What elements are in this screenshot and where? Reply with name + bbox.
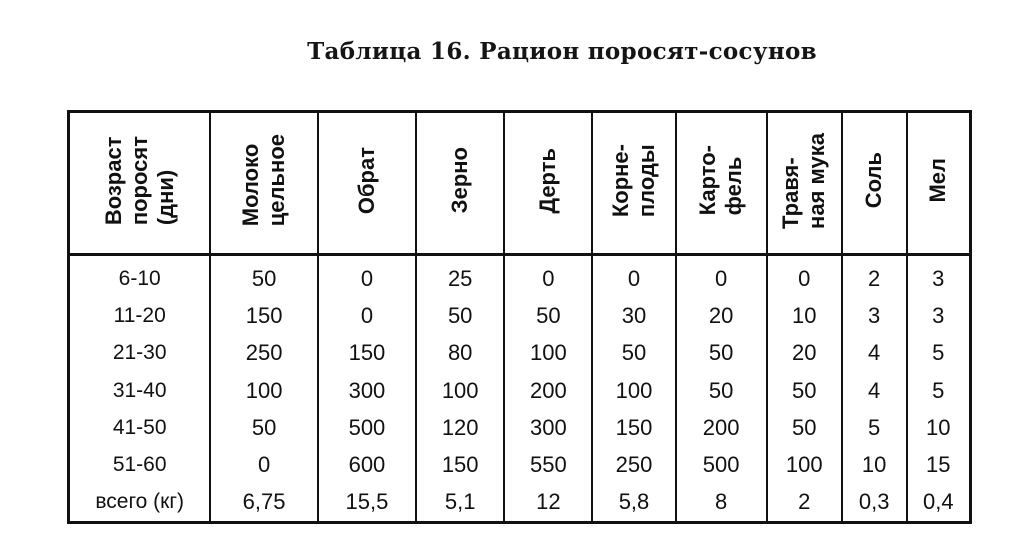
table-cell: 20: [676, 297, 767, 334]
table-cell: 300: [318, 372, 416, 409]
table-cell: 6,75: [210, 484, 317, 523]
table-cell: 500: [676, 446, 767, 483]
table-cell: 300: [504, 409, 592, 446]
table-cell: 0: [318, 255, 416, 298]
table-cell: 25: [416, 255, 504, 298]
table-cell: 50: [416, 297, 504, 334]
table-cell: 12: [504, 484, 592, 523]
table-cell: 150: [318, 335, 416, 372]
table-cell: 5: [907, 335, 971, 372]
column-header: [69, 112, 211, 255]
table-cell: 200: [676, 409, 767, 446]
table-cell: 250: [210, 335, 317, 372]
column-header: [210, 112, 317, 255]
column-header-label: Карто- фель: [695, 145, 747, 216]
column-header-label: Корне- плоды: [607, 143, 659, 218]
table-cell: 0: [504, 255, 592, 298]
table-cell: 10: [907, 409, 971, 446]
table-cell: 4: [842, 372, 907, 409]
table-cell: 5: [907, 372, 971, 409]
column-header: [907, 112, 971, 255]
table-cell: 150: [210, 297, 317, 334]
column-header-label: Мел: [925, 158, 951, 203]
age-cell: 11-20: [69, 297, 211, 334]
table-cell: 0: [318, 297, 416, 334]
page-title: Таблица 16. Рацион поросят-сосунов: [307, 38, 817, 65]
column-header: [842, 112, 907, 255]
table-cell: 3: [907, 297, 971, 334]
table-cell: 20: [767, 335, 842, 372]
table-cell: 50: [210, 255, 317, 298]
table-cell: 150: [592, 409, 675, 446]
table-cell: 100: [504, 335, 592, 372]
table-cell: 0: [592, 255, 675, 298]
table-cell: 150: [416, 446, 504, 483]
table-cell: 600: [318, 446, 416, 483]
table-cell: 200: [504, 372, 592, 409]
table-cell: 8: [676, 484, 767, 523]
column-header-label: Зерно: [447, 147, 473, 214]
table-cell: 100: [592, 372, 675, 409]
table-cell: 250: [592, 446, 675, 483]
table-cell: 0,4: [907, 484, 971, 523]
age-cell: 21-30: [69, 335, 211, 372]
table-cell: 5: [842, 409, 907, 446]
table-cell: 5,8: [592, 484, 675, 523]
table-cell: 50: [767, 409, 842, 446]
age-cell: 41-50: [69, 409, 211, 446]
table-cell: 5,1: [416, 484, 504, 523]
table-cell: 50: [767, 372, 842, 409]
table-cell: 30: [592, 297, 675, 334]
table-cell: 0: [676, 255, 767, 298]
column-header-label: Соль: [861, 152, 887, 209]
table-cell: 3: [842, 297, 907, 334]
table-cell: 50: [592, 335, 675, 372]
column-header-label: Дерть: [535, 147, 561, 214]
age-cell: 31-40: [69, 372, 211, 409]
ration-table: [67, 110, 972, 524]
table-cell: 2: [842, 255, 907, 298]
column-header: [318, 112, 416, 255]
table-cell: 0,3: [842, 484, 907, 523]
table-cell: 50: [676, 335, 767, 372]
age-cell: 6-10: [69, 255, 211, 298]
table-cell: 10: [842, 446, 907, 483]
age-cell: 51-60: [69, 446, 211, 483]
age-cell: всего (кг): [69, 484, 211, 523]
table-cell: 100: [767, 446, 842, 483]
table-header-row: [69, 112, 971, 255]
table-cell: 15,5: [318, 484, 416, 523]
table-cell: 80: [416, 335, 504, 372]
table-cell: 100: [416, 372, 504, 409]
table-cell: 2: [767, 484, 842, 523]
table-cell: 10: [767, 297, 842, 334]
table-cell: 4: [842, 335, 907, 372]
column-header-label: Возраст поросят (дни): [100, 135, 178, 226]
column-header-label: Молоко цельное: [238, 134, 290, 227]
column-header: [767, 112, 842, 255]
column-header: [504, 112, 592, 255]
table-row: [69, 409, 971, 446]
column-header-label: Травя- ная мука: [778, 132, 830, 229]
table-cell: 550: [504, 446, 592, 483]
table-row: [69, 372, 971, 409]
column-header: [592, 112, 675, 255]
table-cell: 50: [210, 409, 317, 446]
column-header-label: Обрат: [353, 146, 379, 215]
table-cell: 0: [210, 446, 317, 483]
table-cell: 15: [907, 446, 971, 483]
table-row: [69, 335, 971, 372]
table-row: [69, 255, 971, 298]
table-body: [69, 255, 971, 523]
table-cell: 0: [767, 255, 842, 298]
column-header: [416, 112, 504, 255]
table-cell: 50: [676, 372, 767, 409]
table-row: [69, 446, 971, 483]
column-header: [676, 112, 767, 255]
table-cell: 500: [318, 409, 416, 446]
table-row: [69, 297, 971, 334]
table-row: [69, 484, 971, 523]
table-cell: 50: [504, 297, 592, 334]
table-cell: 100: [210, 372, 317, 409]
table-cell: 120: [416, 409, 504, 446]
table-cell: 3: [907, 255, 971, 298]
